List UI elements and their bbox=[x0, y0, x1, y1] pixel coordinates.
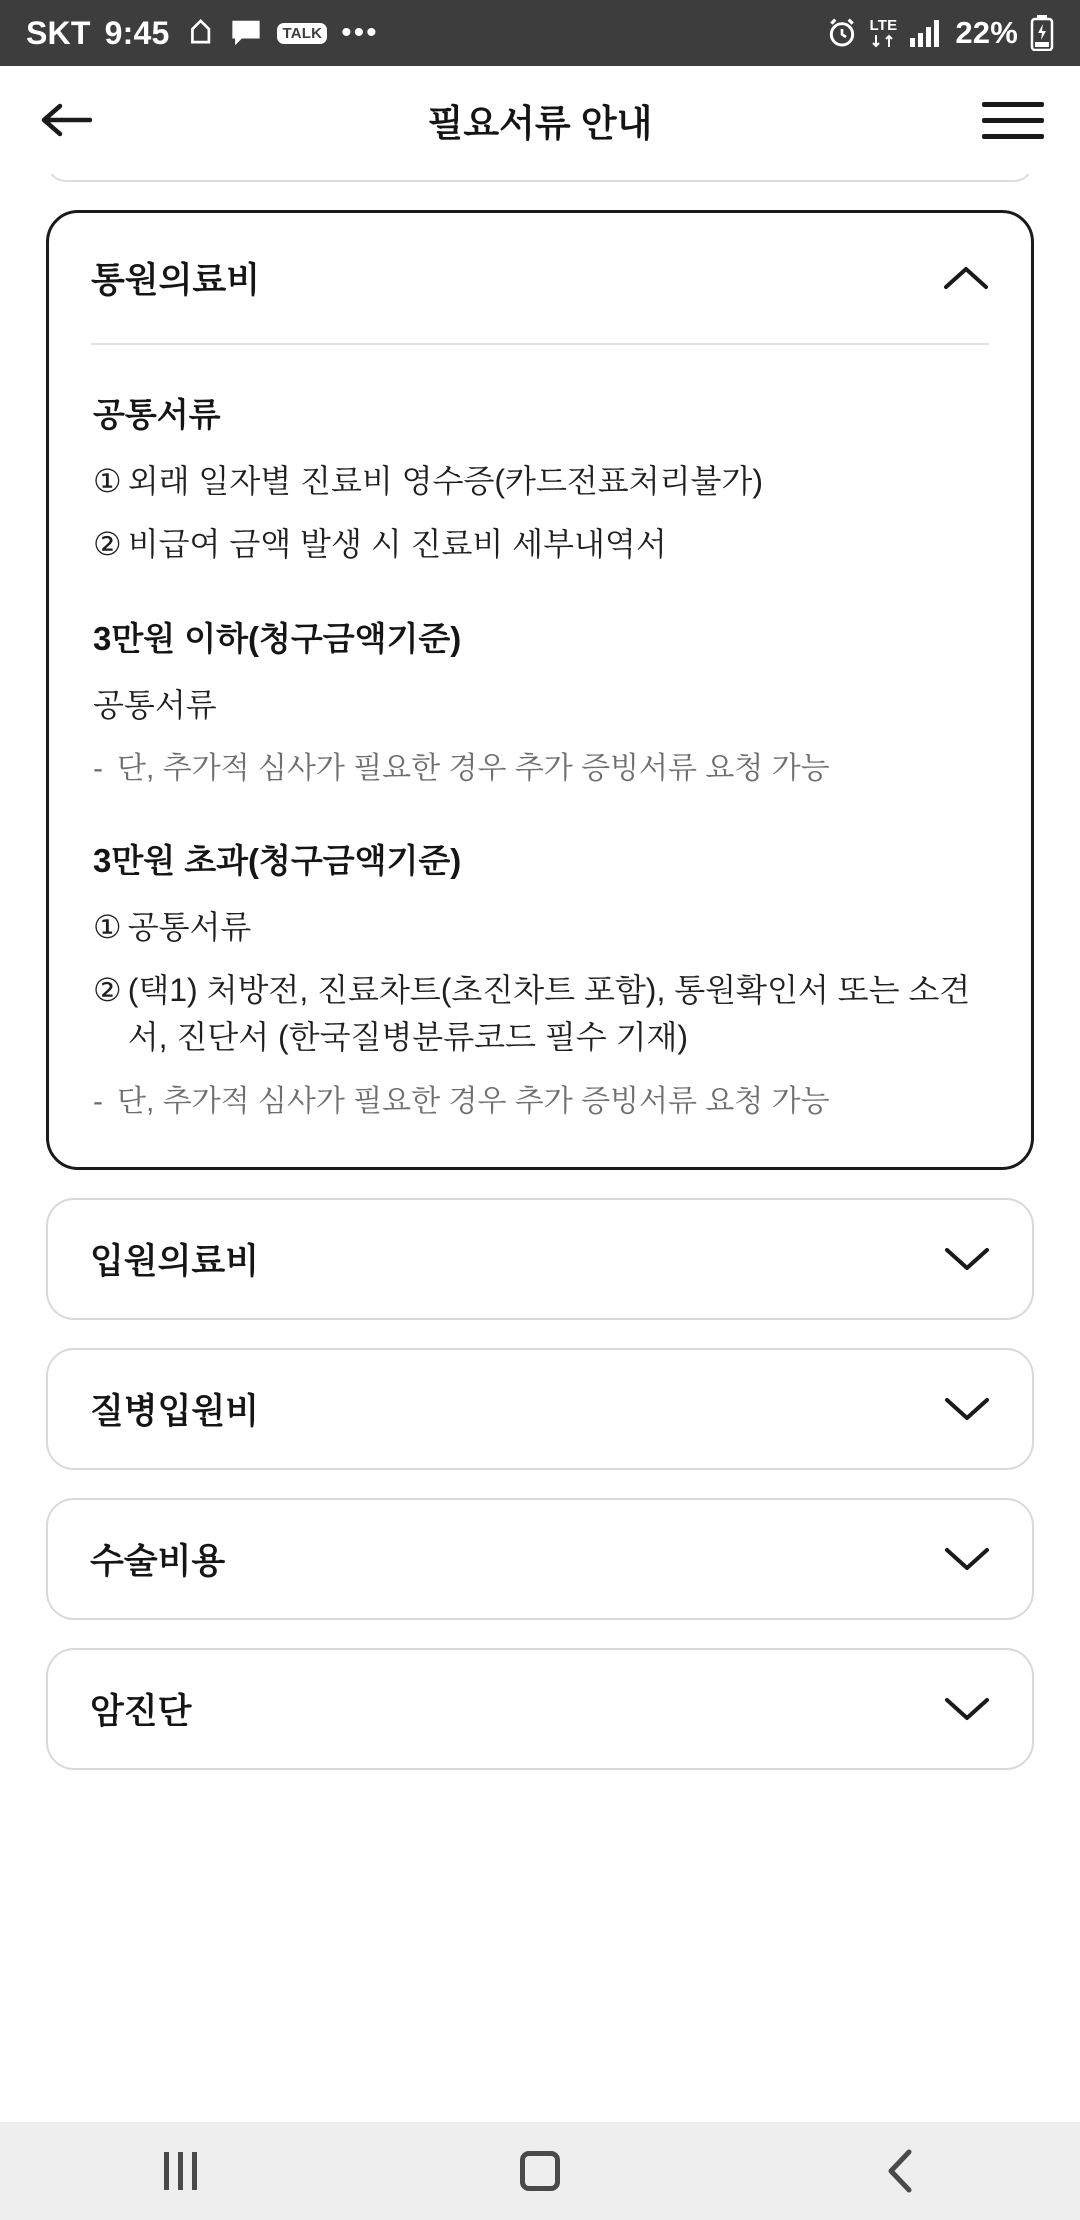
document-section bbox=[93, 389, 987, 569]
accordion-item-disease-hospitalization[interactable] bbox=[46, 1348, 1034, 1470]
accordion-header-expanded[interactable] bbox=[49, 213, 1031, 343]
system-navigation-bar bbox=[0, 2122, 1080, 2220]
app-bar bbox=[0, 66, 1080, 174]
chevron-down-icon[interactable] bbox=[944, 1536, 990, 1582]
kakaotalk-icon bbox=[277, 23, 327, 44]
kakaotalk-badge-label: TALK bbox=[277, 23, 327, 44]
line-text: 공통서류 bbox=[127, 908, 252, 945]
status-bar-right bbox=[826, 15, 1054, 51]
note-dash: - bbox=[93, 752, 103, 786]
accordion-header[interactable] bbox=[48, 1650, 1032, 1768]
hamburger-menu-icon[interactable] bbox=[982, 88, 1046, 152]
previous-card-peek[interactable] bbox=[46, 174, 1034, 182]
line-number: ② bbox=[93, 526, 122, 563]
document-line bbox=[93, 967, 987, 1062]
chevron-up-icon[interactable] bbox=[943, 255, 989, 301]
accordion-body bbox=[49, 345, 1031, 1167]
document-section bbox=[93, 835, 987, 1124]
note-text: 단, 추가적 심사가 필요한 경우 추가 증빙서류 요청 가능 bbox=[117, 1084, 830, 1118]
accordion-title: 암진단 bbox=[90, 1692, 192, 1732]
accordion-header[interactable] bbox=[48, 1200, 1032, 1318]
accordion-item-surgery[interactable] bbox=[46, 1498, 1034, 1620]
line-number: ① bbox=[93, 908, 122, 945]
accordion-item-cancer-diagnosis[interactable] bbox=[46, 1648, 1034, 1770]
line-text: 공통서류 bbox=[93, 686, 217, 723]
accordion-title: 질병입원비 bbox=[90, 1392, 260, 1432]
alarm-icon bbox=[826, 17, 858, 49]
document-line bbox=[93, 458, 987, 505]
chevron-down-icon[interactable] bbox=[944, 1386, 990, 1432]
lte-label: LTE bbox=[869, 16, 898, 34]
status-bar-left bbox=[26, 15, 379, 52]
recent-apps-icon[interactable] bbox=[115, 2122, 245, 2220]
accordion-title: 입원의료비 bbox=[90, 1242, 260, 1282]
note-dash: - bbox=[93, 1084, 103, 1118]
carrier-label: SKT bbox=[26, 14, 91, 51]
document-line bbox=[93, 682, 987, 729]
accordion-item-inpatient[interactable] bbox=[46, 1198, 1034, 1320]
accordion-title: 수술비용 bbox=[90, 1542, 226, 1582]
home-icon[interactable] bbox=[475, 2122, 605, 2220]
content-scroll-area[interactable] bbox=[0, 174, 1080, 2122]
section-title: 3만원 초과(청구금액기준) bbox=[93, 841, 462, 879]
more-dots-icon: ••• bbox=[341, 16, 379, 49]
lte-icon bbox=[870, 18, 898, 49]
document-section bbox=[93, 613, 987, 791]
battery-icon bbox=[1030, 15, 1054, 51]
line-text: 비급여 금액 발생 시 진료비 세부내역서 bbox=[127, 526, 667, 563]
document-note bbox=[93, 1080, 987, 1124]
nav-back-icon[interactable] bbox=[835, 2122, 965, 2220]
chat-bubble-icon bbox=[229, 18, 263, 48]
clock-label: 9:45 bbox=[104, 14, 170, 51]
battery-percent-label: 22% bbox=[955, 15, 1018, 50]
accordion-item-expanded[interactable] bbox=[46, 210, 1034, 1170]
accordion-header[interactable] bbox=[48, 1350, 1032, 1468]
status-bar bbox=[0, 0, 1080, 66]
document-line bbox=[93, 521, 987, 568]
line-text: 외래 일자별 진료비 영수증(카드전표처리불가) bbox=[127, 463, 764, 499]
section-title: 공통서류 bbox=[93, 396, 221, 433]
chevron-down-icon[interactable] bbox=[944, 1686, 990, 1732]
signal-bars-icon bbox=[909, 18, 943, 48]
note-text: 단, 추가적 심사가 필요한 경우 추가 증빙서류 요청 가능 bbox=[117, 752, 830, 786]
tag-icon bbox=[183, 17, 215, 49]
line-number: ① bbox=[93, 463, 122, 499]
section-title: 3만원 이하(청구금액기준) bbox=[93, 619, 462, 657]
line-number: ② bbox=[93, 971, 122, 1008]
document-note bbox=[93, 747, 987, 791]
chevron-down-icon[interactable] bbox=[944, 1236, 990, 1282]
page-title: 필요서류 안내 bbox=[427, 103, 653, 144]
back-arrow-icon[interactable] bbox=[34, 88, 98, 152]
line-text: (택1) 처방전, 진료차트(초진차트 포함), 통원확인서 또는 소견서, 진단서 (한국질병분류코드 필수 기재) bbox=[127, 971, 971, 1056]
accordion-header[interactable] bbox=[48, 1500, 1032, 1618]
accordion-title: 통원의료비 bbox=[91, 261, 261, 300]
document-line bbox=[93, 904, 987, 951]
